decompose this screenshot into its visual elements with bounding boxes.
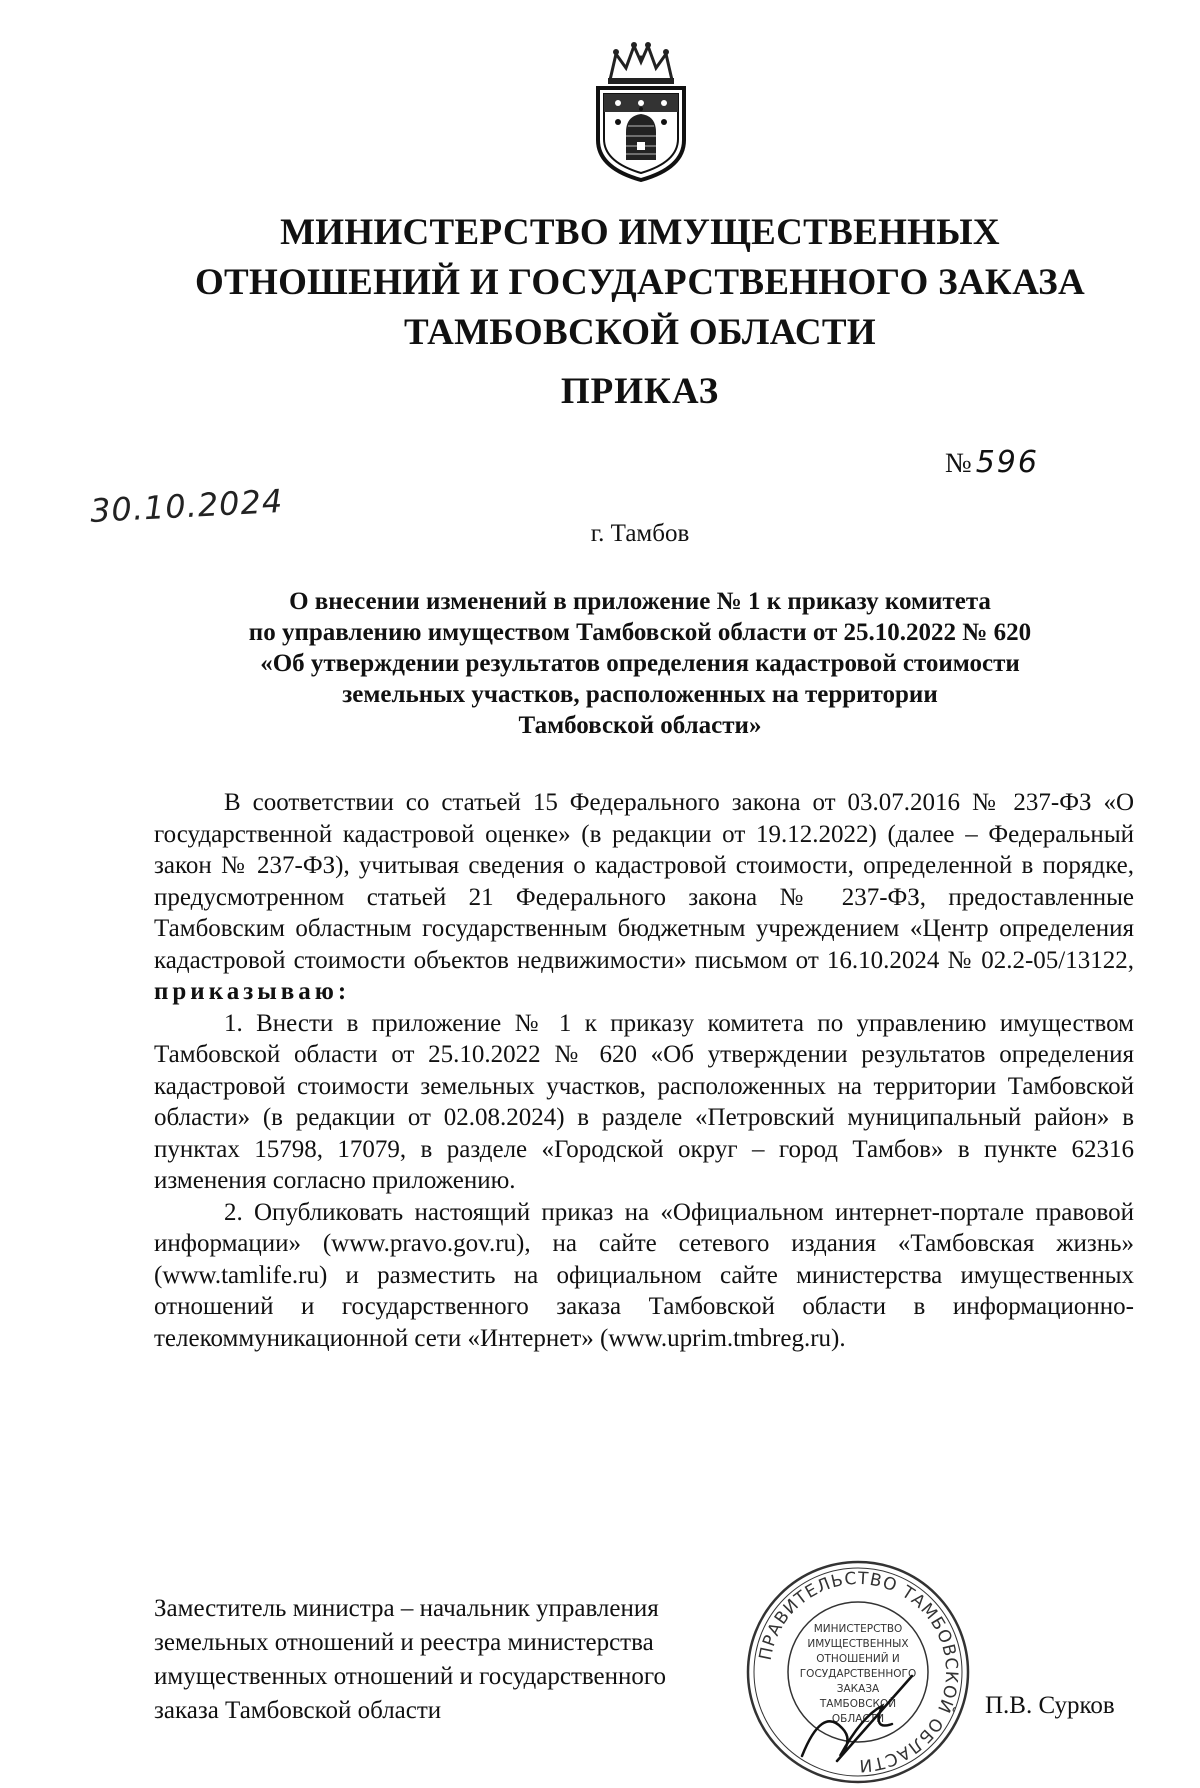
order-date-handwritten: 30.10.2024 [89,481,285,531]
ministry-line: ТАМБОВСКОЙ ОБЛАСТИ [404,312,876,353]
signer-position-line: Заместитель министра – начальник управления [154,1595,659,1622]
subject-line: «Об утверждении результатов определения кадастровой стоимости [260,650,1020,677]
order-title: ПРИКАЗ [560,371,720,412]
seal-center-line: ТАМБОВСКОЙ [819,1698,897,1710]
number-sign: № [945,448,972,479]
preamble-text: В соответствии со статьей 15 Федерального закона от 03.07.2016 № 237-ФЗ «О государственной кадастровой оценке» (в редакции от 19.12.2022) (далее – Федеральный закон № 237-ФЗ), учитывая сведения о кадастровой стоимости, определенной в порядке, предусмотренном статьей 21 Федерального закона № 237-ФЗ, предоставленные Тамбовским областным государственным бюджетным учреждением «Центр определения кадастровой стоимости объектов недвижимости» письмом от 16.10.2024 № 02.2-05/13122, [154,789,1134,974]
ministry-line: ОТНОШЕНИЙ И ГОСУДАРСТВЕННОГО ЗАКАЗА [194,262,1086,303]
command-word: приказываю: [154,978,351,1005]
city: г. Тамбов [590,520,690,547]
ministry-name [140,208,1140,358]
signer-name: П.В. Сурков [985,1692,1115,1719]
seal-center-line: ГОСУДАРСТВЕННОГО [799,1668,917,1680]
subject-line: Тамбовской области» [518,712,762,739]
subject-line: земельных участков, расположенных на территории [342,681,938,708]
preamble-paragraph [154,787,1134,1008]
seal-center-line: ЗАКАЗА [836,1683,880,1695]
order-subject [150,586,1130,741]
signer-position-line: земельных отношений и реестра министерства [154,1629,654,1656]
item-2-paragraph: 2. Опубликовать настоящий приказ на «Официальном интернет-портале правовой информации» (www.pravo.gov.ru), на сайте сетевого издания «Тамбовская жизнь» (www.tamlife.ru) и разместить на официальном сайте министерства имущественных отношений и государственного заказа Тамбовской области в информационно-телекоммуникационной сети «Интернет» (www.uprim.tmbreg.ru). [154,1198,1134,1352]
official-seal-icon [742,1556,974,1788]
signer-position [154,1592,754,1728]
order-number-handwritten: 596 [975,445,1039,480]
ministry-line: МИНИСТЕРСТВО ИМУЩЕСТВЕННЫХ [280,212,1000,253]
signer-position-line: заказа Тамбовской области [154,1697,442,1724]
seal-center-line: МИНИСТЕРСТВО [813,1623,903,1635]
subject-line: О внесении изменений в приложение № 1 к приказу комитета [289,588,991,615]
seal-center-line: ОБЛАСТИ [831,1713,885,1725]
seal-center-line: ИМУЩЕСТВЕННЫХ [807,1638,909,1650]
tambov-coat-of-arms-icon [588,42,694,182]
signer-position-line: имущественных отношений и государственного [154,1663,667,1690]
order-body [154,787,1134,1354]
seal-ring-text: ПРАВИТЕЛЬСТВО ТАМБОВСКОЙ ОБЛАСТИ [755,1568,962,1776]
subject-line: по управлению имуществом Тамбовской области от 25.10.2022 № 620 [248,619,1032,646]
seal-center-line: ОТНОШЕНИЙ И [816,1653,900,1665]
item-1-paragraph: 1. Внести в приложение № 1 к приказу комитета по управлению имуществом Тамбовской области от 25.10.2022 № 620 «Об утверждении результатов определения кадастровой стоимости земельных участков, расположенных на территории Тамбовской области» (в редакции от 02.08.2024) в разделе «Петровский муниципальный район» в пунктах 15798, 17079, в разделе «Городской округ – город Тамбов» в пункте 62316 изменения согласно приложению. [154,1009,1134,1194]
order-number [945,445,1039,480]
